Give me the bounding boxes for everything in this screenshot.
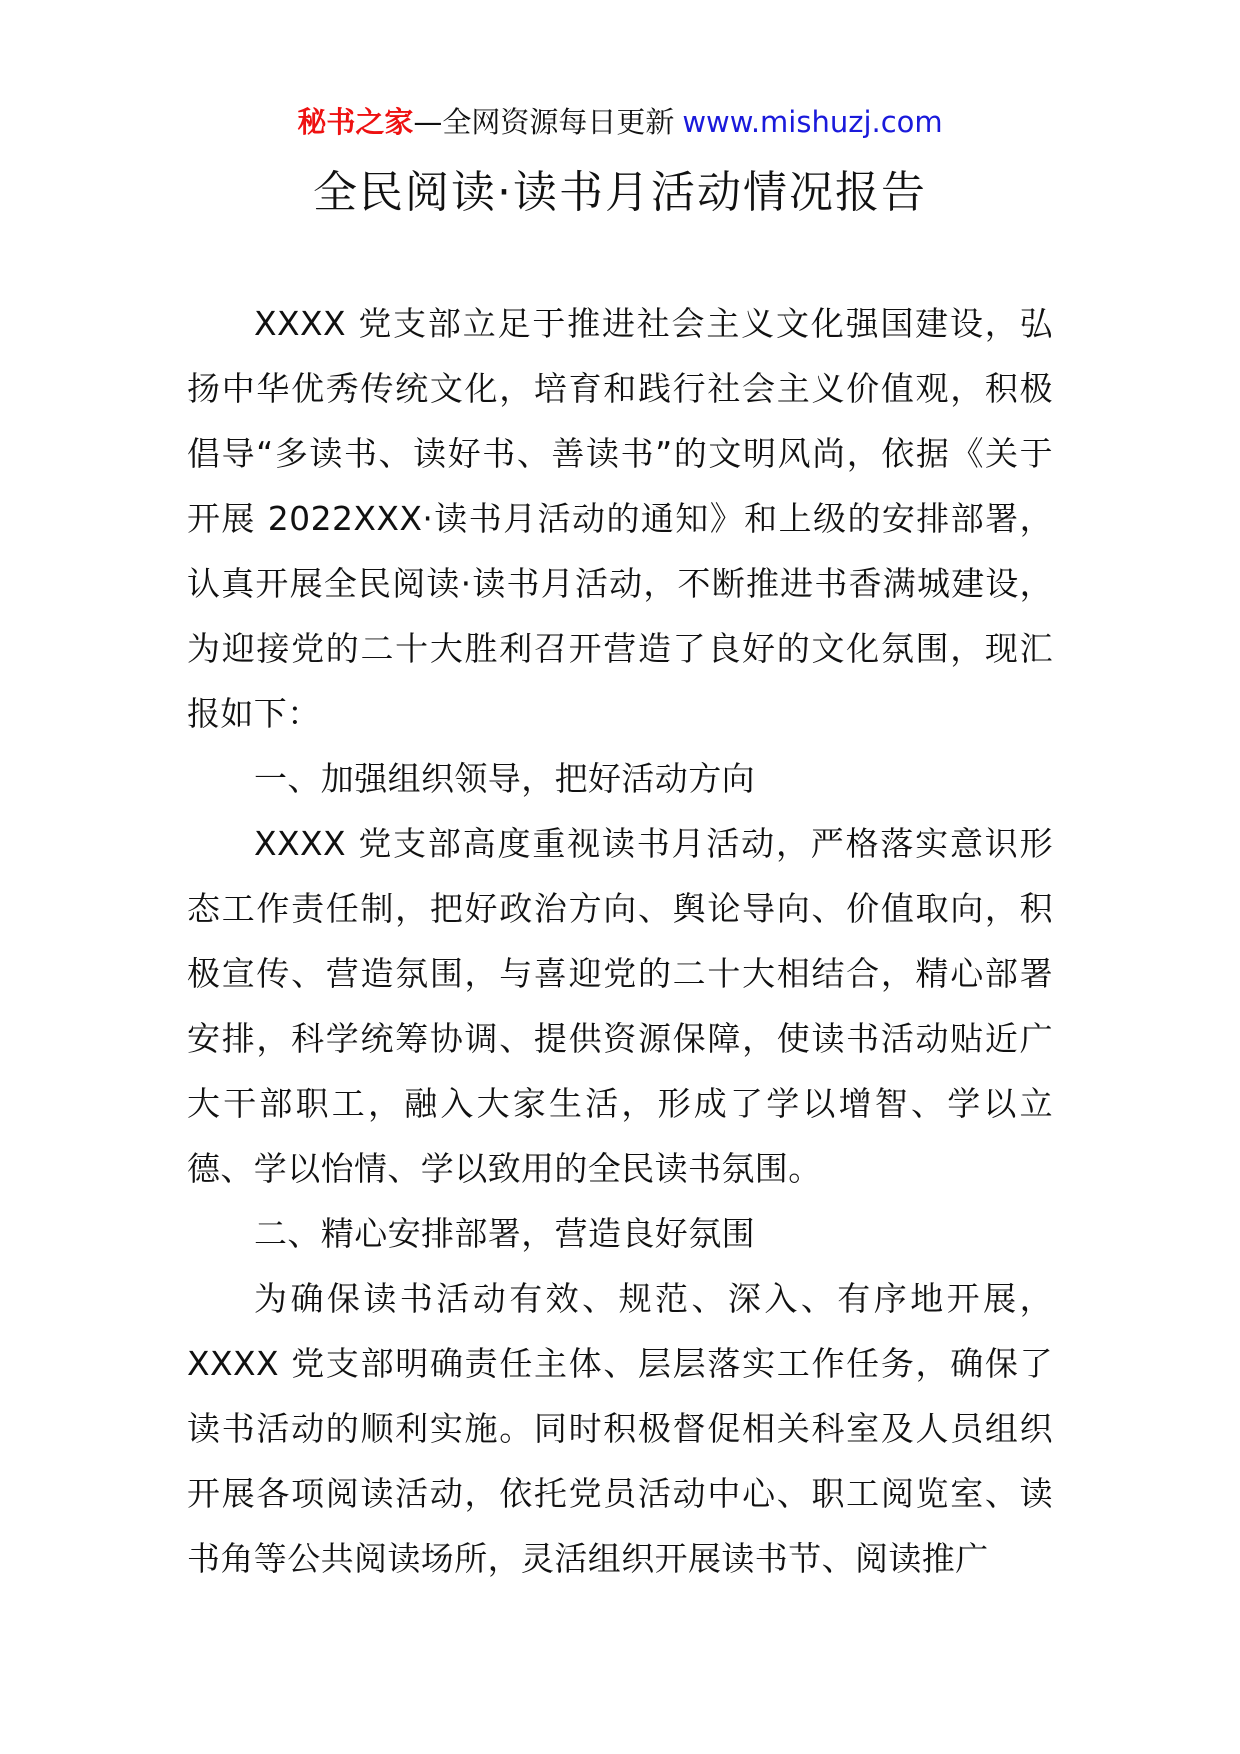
site-tagline: —全网资源每日更新 bbox=[413, 105, 675, 139]
site-url-link[interactable]: www.mishuzj.com bbox=[682, 105, 943, 139]
section-1-paragraph: XXXX 党支部高度重视读书月活动，严格落实意识形态工作责任制，把好政治方向、舆论导向、价值取向，积极宣传、营造氛围，与喜迎党的二十大相结合，精心部署安排，科学统筹协调、提供资源保障，使读书活动贴近广大干部职工，融入大家生活，形成了学以增智、学以立德、学以怡情、学以致用的全民读书氛围。 bbox=[187, 824, 1053, 1188]
document-title: 全民阅读·读书月活动情况报告 bbox=[313, 167, 927, 218]
section-2-paragraph: 为确保读书活动有效、规范、深入、有序地开展，XXXX 党支部明确责任主体、层层落实工作任务，确保了读书活动的顺利实施。同时积极督促相关科室及人员组织开展各项阅读活动，依托党员活动中心、职工阅览室、读书角等公共阅读场所，灵活组织开展读书节、阅读推广 bbox=[187, 1279, 1053, 1578]
brand-name: 秘书之家 bbox=[297, 105, 414, 139]
section-2-heading: 二、精心安排部署，营造良好氛围 bbox=[254, 1214, 755, 1253]
section-1-heading: 一、加强组织领导，把好活动方向 bbox=[254, 759, 755, 798]
document-body bbox=[187, 291, 1053, 1591]
intro-paragraph: XXXX 党支部立足于推进社会主义文化强国建设，弘扬中华优秀传统文化，培育和践行社会主义价值观，积极倡导“多读书、读好书、善读书”的文明风尚，依据《关于开展 2022XXX·读书月活动的通知》和上级的安排部署，认真开展全民阅读·读书月活动，不断推进书香满城建设，为迎接党的二十大胜利召开营造了良好的文化氛围，现汇报如下： bbox=[187, 304, 1053, 733]
site-header bbox=[0, 100, 1240, 144]
